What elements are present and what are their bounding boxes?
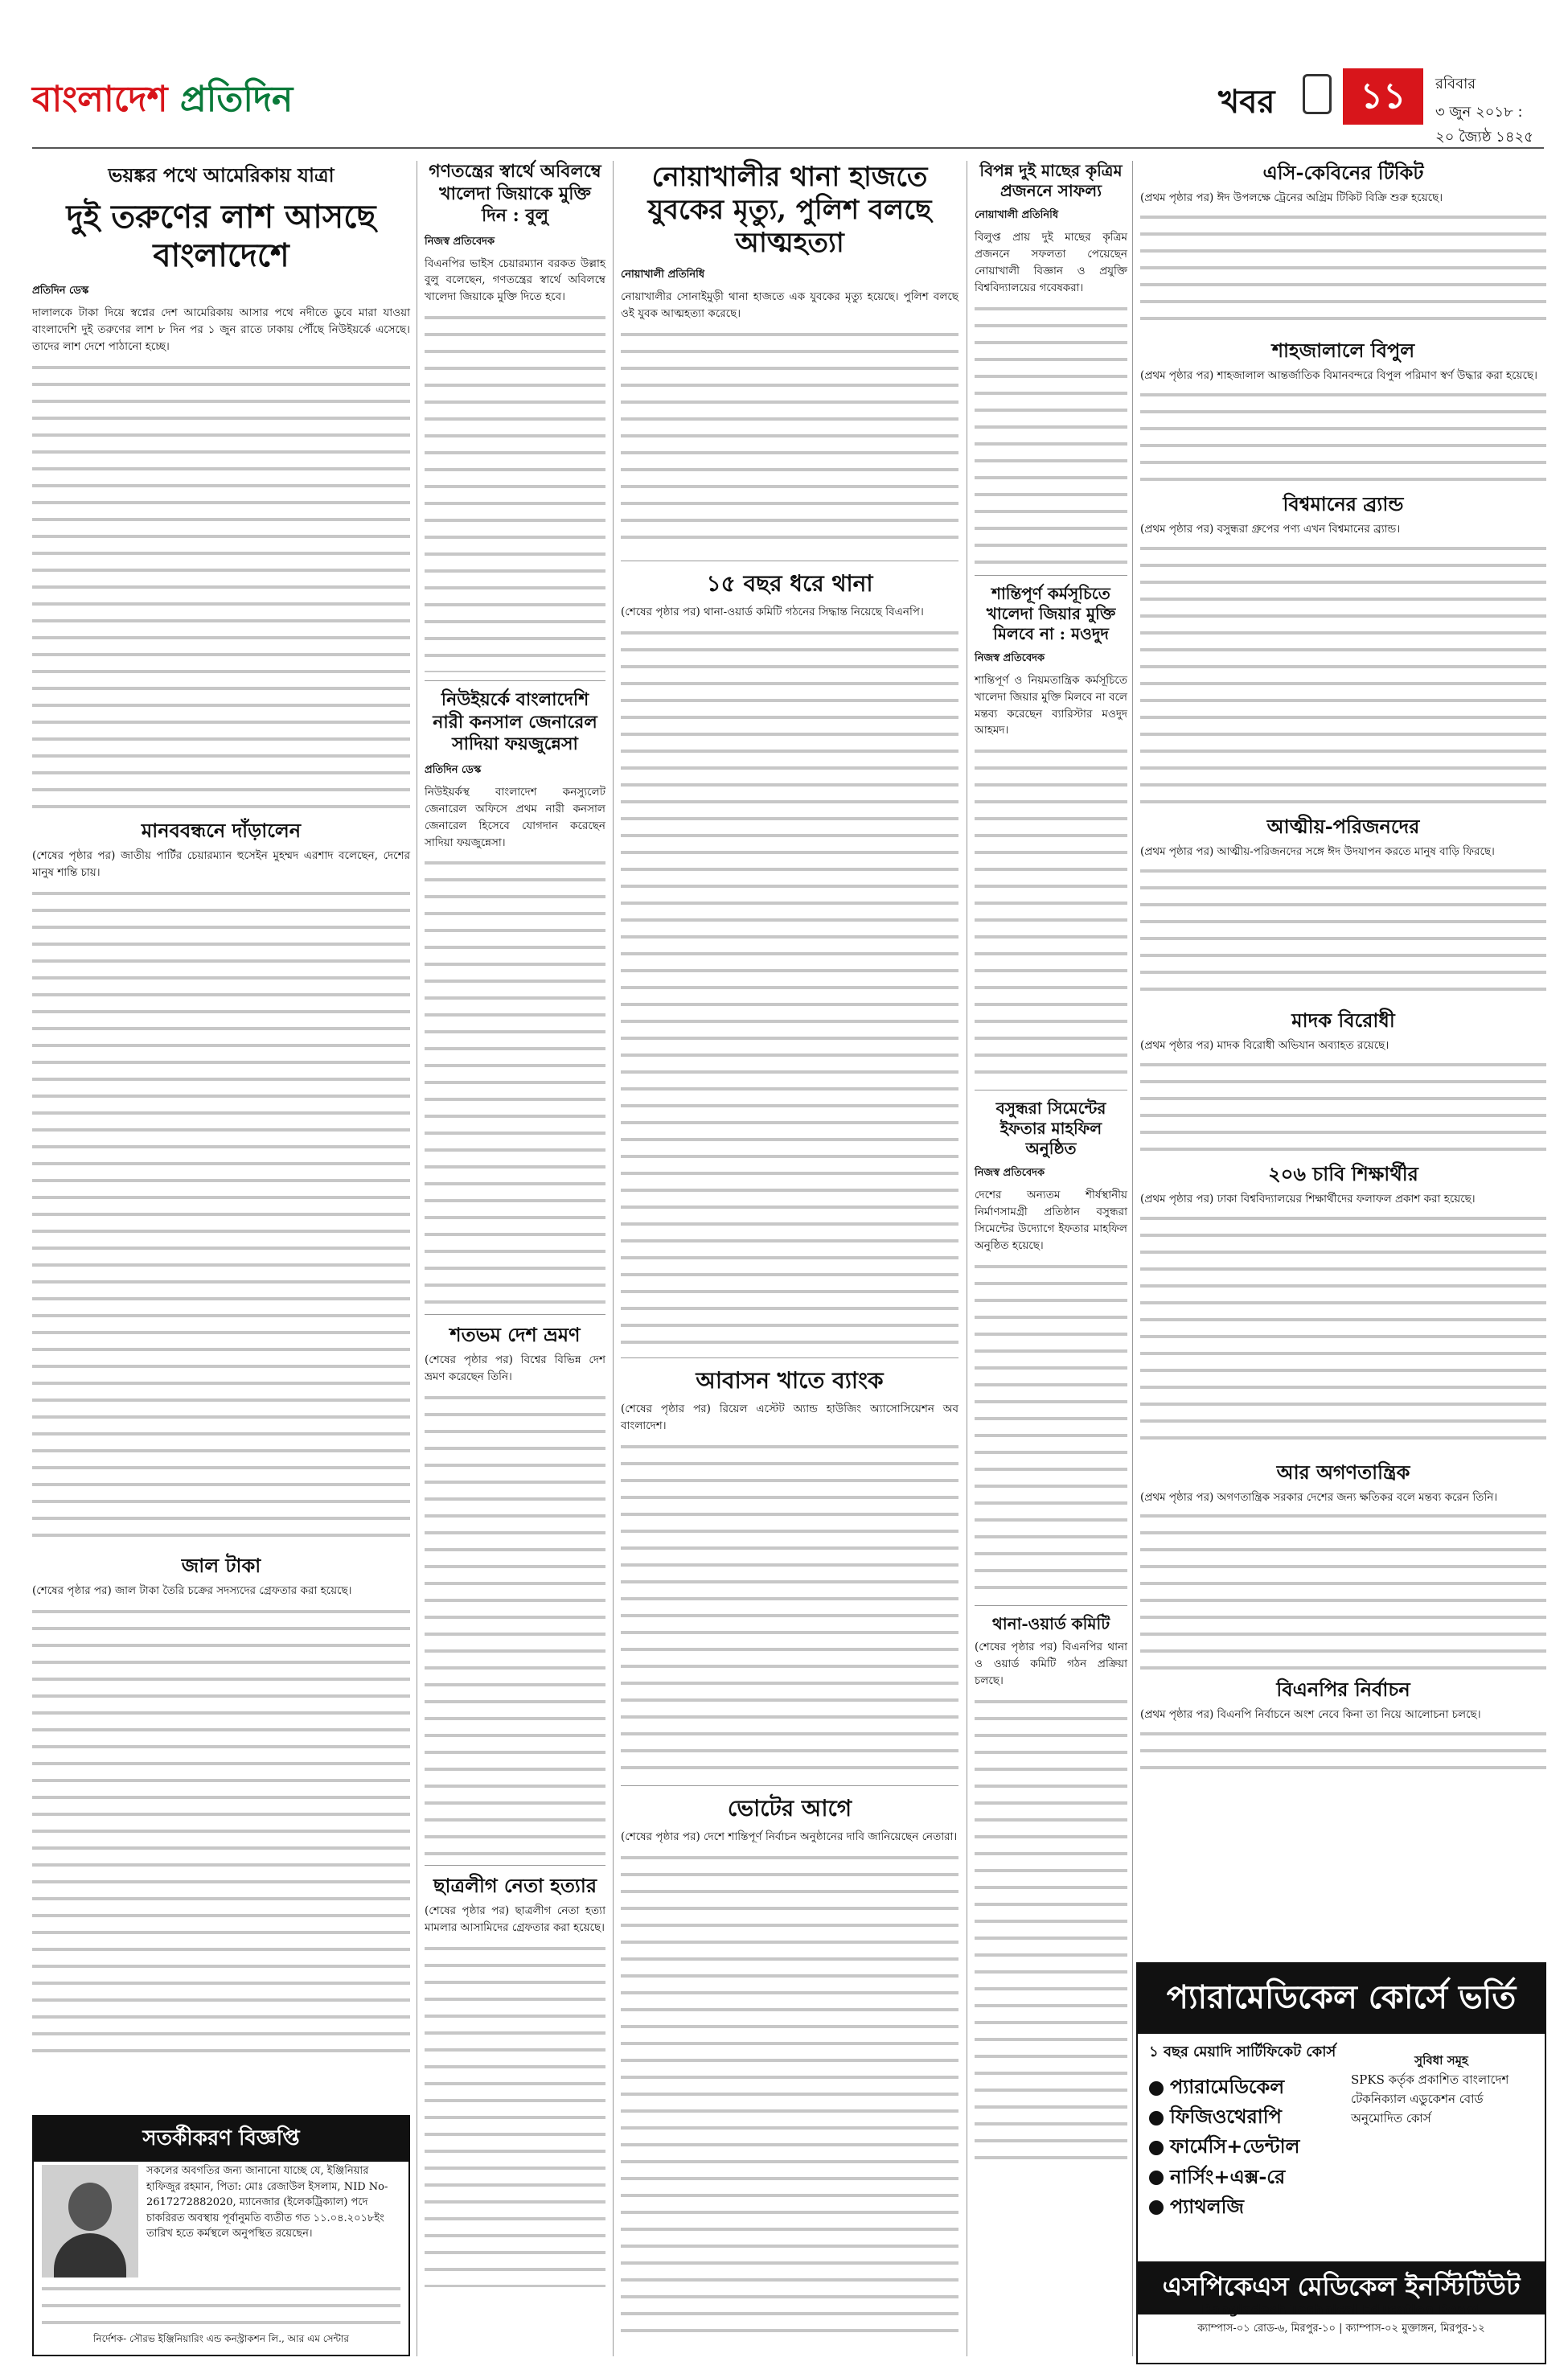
divider <box>425 680 605 681</box>
right-column <box>1140 161 1546 1775</box>
divider <box>621 1785 958 1786</box>
story15-body: (শেষের পৃষ্ঠার পর) বিএনপির থানা ও ওয়ার্ড কমিটি গঠন প্রক্রিয়া চলছে। <box>975 1641 1127 1687</box>
issue-day: রবিবার <box>1435 76 1476 92</box>
story2-headline[interactable]: মানববন্ধনে দাঁড়ালেন <box>141 818 302 842</box>
story20-text-block <box>1140 1058 1546 1154</box>
ad-institute: এসপিকেএস মেডিকেল ইনস্টিটিউট <box>1138 2261 1545 2314</box>
story17-headline[interactable]: শাহজালালে বিপুল <box>1271 338 1415 362</box>
story16-text-block <box>1140 210 1546 331</box>
ad-features-title: সুবিধা সমূহ <box>1414 2053 1468 2068</box>
story3-headline[interactable]: জাল টাকা <box>181 1553 261 1577</box>
story1-kicker: ভয়ঙ্কর পথে আমেরিকায় যাত্রা <box>108 163 335 187</box>
ad-course-item <box>1149 2162 1533 2191</box>
ad-course-label: ফিজিওথেরাপি <box>1170 2105 1282 2129</box>
story6-headline[interactable]: শতভম দেশ ভ্রমণ <box>449 1323 581 1347</box>
ad-course-label: নার্সিং+এক্স-রে <box>1170 2164 1286 2188</box>
story6-body: (শেষের পৃষ্ঠার পর) বিশ্বের বিভিন্ন দেশ ভ্রমণ করেছেন তিনি। <box>425 1353 605 1384</box>
story1-headline[interactable]: দুই তরুণের লাশ আসছে বাংলাদেশে <box>66 198 376 274</box>
story15-headline[interactable]: থানা-ওয়ার্ড কমিটি <box>991 1614 1110 1634</box>
page-number: ১১ <box>1343 68 1423 125</box>
story6-text-block <box>425 1390 605 1857</box>
section-name: খবর <box>1218 84 1275 121</box>
ad-course-item <box>1149 2191 1533 2221</box>
ad-address: ক্যাম্পাস-০১ রোড-৬, মিরপুর-১০ | ক্যাম্পাস-০২ মুক্তাঙ্গন, মিরপুর-১২ <box>1197 2323 1485 2335</box>
bullet-icon <box>1149 2200 1164 2215</box>
divider <box>975 1605 1127 1606</box>
column-four <box>975 161 1127 2161</box>
ad-course-label: ফার্মেসি+ডেন্টাল <box>1170 2134 1300 2158</box>
story11-text-block <box>621 1850 958 2341</box>
story15-text-block <box>975 1694 1127 2161</box>
section-icon <box>1303 74 1332 114</box>
column-two <box>425 161 605 2287</box>
story4-headline[interactable]: গণতন্ত্রের স্বার্থে অবিলম্বে খালেদা জিয়াকে মুক্তি দিন : বুলু <box>429 161 601 226</box>
story12-text-block <box>975 302 1127 567</box>
story12-byline: নোয়াখালী প্রতিনিধি <box>975 209 1059 221</box>
story21-headline[interactable]: ২০৬ চাবি শিক্ষার্থীর <box>1268 1161 1418 1185</box>
story12-body: বিলুপ্ত প্রায় দুই মাছের কৃত্রিম প্রজননে সফলতা পেয়েছেন নোয়াখালী বিজ্ঞান ও প্রযুক্তি বিশ্ববিদ্যালয়ের গবেষকরা। <box>975 231 1127 294</box>
story11-body: (শেষের পৃষ্ঠার পর) দেশে শান্তিপূর্ণ নির্বাচন অনুষ্ঠানের দাবি জানিয়েছেন নেতারা। <box>621 1830 958 1843</box>
story1-byline: প্রতিদিন ডেস্ক <box>32 285 89 297</box>
story20-body: (প্রথম পৃষ্ঠার পর) মাদক বিরোধী অভিযান অব্যাহত রয়েছে। <box>1140 1038 1389 1052</box>
story5-body: নিউইয়র্কস্থ বাংলাদেশ কনস্যুলেট জেনারেল অফিসে প্রথম নারী কনসাল জেনারেল হিসেবে যোগদান করেছেন সাদিয়া ফয়জুন্নেসা। <box>425 785 605 849</box>
story4-byline: নিজস্ব প্রতিবেদক <box>425 235 495 248</box>
ad-course-label: প্যাথলজি <box>1170 2194 1244 2218</box>
issue-date: ৩ জুন ২০১৮ : ২০ জ্যৈষ্ঠ ১৪২৫ <box>1435 104 1533 146</box>
story22-headline[interactable]: আর অগণতান্ত্রিক <box>1276 1460 1410 1484</box>
story3-text-block <box>32 1604 410 2055</box>
story7-text-block <box>425 1941 605 2287</box>
story20-headline[interactable]: মাদক বিরোধী <box>1291 1008 1395 1032</box>
story8-byline: নোয়াখালী প্রতিনিধি <box>621 269 705 281</box>
story22-body: (প্রথম পৃষ্ঠার পর) অগণতান্ত্রিক সরকার দেশের জন্য ক্ষতিকর বলে মন্তব্য করেন তিনি। <box>1140 1490 1498 1504</box>
story21-body: (প্রথম পৃষ্ঠার পর) ঢাকা বিশ্ববিদ্যালয়ের শিক্ষার্থীদের ফলাফল প্রকাশ করা হয়েছে। <box>1140 1192 1476 1205</box>
story13-text-block <box>975 744 1127 1082</box>
newspaper-logo[interactable] <box>32 72 293 131</box>
bullet-icon <box>1149 2141 1164 2155</box>
story18-headline[interactable]: বিশ্বমানের ব্র্যান্ড <box>1283 491 1404 515</box>
story13-byline: নিজস্ব প্রতিবেদক <box>975 651 1045 664</box>
story14-text-block <box>975 1259 1127 1597</box>
story13-headline[interactable]: শান্তিপূর্ণ কর্মসূচিতে খালেদা জিয়ার মুক্তি মিলবে না : মওদুদ <box>986 583 1116 643</box>
story5-headline[interactable]: নিউইয়র্কে বাংলাদেশি নারী কনসাল জেনারেল সাদিয়া ফয়জুন্নেসা <box>433 689 597 755</box>
divider <box>975 575 1127 576</box>
story8-text-block <box>621 327 958 552</box>
story14-body: দেশের অন্যতম শীর্ষস্থানীয় নির্মাণসামগ্রী প্রতিষ্ঠান বসুন্ধরা সিমেন্টের উদ্যোগে ইফতার মাহফিল অনুষ্ঠিত হয়েছে। <box>975 1189 1127 1253</box>
divider <box>425 1314 605 1315</box>
story10-text-block <box>621 1440 958 1777</box>
column-divider <box>613 161 614 2356</box>
story5-byline: প্রতিদিন ডেস্ক <box>425 763 482 776</box>
story17-text-block <box>1140 388 1546 484</box>
story23-headline[interactable]: বিএনপির নির্বাচন <box>1276 1678 1410 1702</box>
story18-text-block <box>1140 541 1546 807</box>
story11-headline[interactable]: ভোটের আগে <box>727 1795 852 1822</box>
story4-body: বিএনপির ভাইস চেয়ারম্যান বরকত উল্লাহ বুলু বলেছেন, গণতন্ত্রের স্বার্থে অবিলম্বে খালেদা জিয়াকে মুক্তি দিতে হবে। <box>425 257 605 304</box>
ad-course-label: প্যারামেডিকেল <box>1170 2075 1285 2098</box>
story2-body: (শেষের পৃষ্ঠার পর) জাতীয় পার্টির চেয়ারম্যান হুসেইন মুহম্মদ এরশাদ বলেছেন, দেশের মানুষ শান্তি চায়। <box>32 848 410 879</box>
story4-text-block <box>425 310 605 672</box>
story7-body: (শেষের পৃষ্ঠার পর) ছাত্রলীগ নেতা হত্যা মামলার আসামিদের গ্রেফতার করা হয়েছে। <box>425 1904 605 1935</box>
logo-part2: প্রতিদিন <box>179 79 293 120</box>
bullet-icon <box>1149 2171 1164 2185</box>
story13-body: শান্তিপূর্ণ ও নিয়মতান্ত্রিক কর্মসূচিতে খালেদা জিয়ার মুক্তি মিলবে না বলে মন্তব্য করেছেন ব্যারিস্টার মওদুদ আহমদ। <box>975 673 1127 737</box>
ad-title: প্যারামেডিকেল কোর্সে ভর্তি <box>1138 1964 1545 2034</box>
masthead <box>32 56 1544 149</box>
story19-headline[interactable]: আত্মীয়-পরিজনদের <box>1266 814 1420 838</box>
story9-text-block <box>621 626 958 1349</box>
story8-body: নোয়াখালীর সোনাইমুড়ী থানা হাজতে এক যুবকের মৃত্যু হয়েছে। পুলিশ বলছে ওই যুবক আত্মহত্যা করেছে। <box>621 290 958 321</box>
story9-headline[interactable]: ১৫ বছর ধরে থানা <box>706 570 873 598</box>
ad-features-text: SPKS কর্তৃক প্রকাশিত বাংলাদেশ টেকনিক্যাল এডুকেশন বোর্ড অনুমোদিত কোর্স <box>1351 2072 1509 2126</box>
story8-headline[interactable]: নোয়াখালীর থানা হাজতে যুবকের মৃত্যু, পুলিশ বলছে আত্মহত্যা <box>647 161 932 259</box>
story14-headline[interactable]: বসুন্ধরা সিমেন্টের ইফতার মাহফিল অনুষ্ঠিত <box>995 1099 1106 1159</box>
column-three <box>621 161 958 2341</box>
story19-text-block <box>1140 864 1546 1000</box>
story18-body: (প্রথম পৃষ্ঠার পর) বসুন্ধরা গ্রুপের পণ্য এখন বিশ্বমানের ব্র্যান্ড। <box>1140 522 1401 536</box>
story22-text-block <box>1140 1509 1546 1670</box>
divider <box>621 1357 958 1358</box>
story19-body: (প্রথম পৃষ্ঠার পর) আত্মীয়-পরিজনদের সঙ্গে ঈদ উদযাপন করতে মানুষ বাড়ি ফিরছে। <box>1140 844 1495 858</box>
story2-text-block <box>32 886 410 1546</box>
left-column <box>32 161 410 2055</box>
story23-text-block <box>1140 1727 1546 1775</box>
paramedical-ad[interactable] <box>1136 1962 1546 2364</box>
ad-course-item <box>1149 2131 1533 2161</box>
warning-notice <box>32 2115 410 2356</box>
ad-subtitle: ১ বছর মেয়াদি সার্টিফিকেট কোর্স <box>1149 2043 1336 2060</box>
story9-body: (শেষের পৃষ্ঠার পর) থানা-ওয়ার্ড কমিটি গঠনের সিদ্ধান্ত নিয়েছে বিএনপি। <box>621 606 924 619</box>
story5-text-block <box>425 856 605 1306</box>
story21-text-block <box>1140 1211 1546 1452</box>
bullet-icon <box>1149 2081 1164 2096</box>
person-photo <box>42 2165 138 2277</box>
notice-title: সতর্কীকরণ বিজ্ঞপ্তি <box>34 2117 408 2162</box>
divider <box>425 1865 605 1866</box>
story23-body: (প্রথম পৃষ্ঠার পর) বিএনপি নির্বাচনে অংশ নেবে কিনা তা নিয়ে আলোচনা চলছে। <box>1140 1708 1481 1722</box>
ad-features <box>1351 2051 1532 2128</box>
story1-body: দালালকে টাকা দিয়ে স্বপ্নের দেশ আমেরিকায় আসার পথে নদীতে ডুবে মারা যাওয়া বাংলাদেশি দুই তরুণের লাশ ৮ দিন পর ১ জুন রাতে ঢাকায় পৌঁছে নিউইয়র্কে এসেছে। তাদের লাশ দেশে পাঠানো হচ্ছে। <box>32 306 410 353</box>
bullet-icon <box>1149 2111 1164 2126</box>
story3-body: (শেষের পৃষ্ঠার পর) জাল টাকা তৈরি চক্রের সদস্যদের গ্রেফতার করা হয়েছে। <box>32 1583 352 1597</box>
notice-text: সকলের অবগতির জন্য জানানো যাচ্ছে যে, ইঞ্জিনিয়ার হাফিজুর রহমান, পিতা: মোঃ রেজাউল ইসলাম, NID No- 2617272882020, ম্যানেজার (ইলেকট্রিক্যাল) পদে চাকরিরত অবস্থায় পূর্বানুমতি ব্যতীত গত ১১.০৪.২০১৮ইং তারিখ হতে কর্মস্থলে অনুপস্থিত রয়েছেন। <box>146 2165 388 2240</box>
story16-headline[interactable]: এসি-কেবিনের টিকিট <box>1262 161 1424 184</box>
notice-text-block <box>42 2282 400 2330</box>
notice-footer: নির্দেশক- সৌরভ ইঞ্জিনিয়ারিং এন্ড কনস্ট্রাকশন লি., আর এম সেন্টার <box>92 2333 350 2344</box>
column-divider <box>1132 161 1133 2356</box>
story10-body: (শেষের পৃষ্ঠার পর) রিয়েল এস্টেট অ্যান্ড হাউজিং অ্যাসোসিয়েশন অব বাংলাদেশ। <box>621 1403 958 1433</box>
story14-byline: নিজস্ব প্রতিবেদক <box>975 1167 1045 1180</box>
story10-headline[interactable]: আবাসন খাতে ব্যাংক <box>696 1367 884 1394</box>
ad-board: Bangladesh Technical Education Board <box>1201 2302 1482 2317</box>
story1-text-block <box>32 360 410 811</box>
story16-body: (প্রথম পৃষ্ঠার পর) ঈদ উপলক্ষে ট্রেনের অগ্রিম টিকিট বিক্রি শুরু হয়েছে। <box>1140 191 1443 204</box>
story12-headline[interactable]: বিপন্ন দুই মাছের কৃত্রিম প্রজননে সাফল্য <box>979 161 1123 200</box>
story7-headline[interactable]: ছাত্রলীগ নেতা হত্যার <box>433 1874 597 1898</box>
story17-body: (প্রথম পৃষ্ঠার পর) শাহজালাল আন্তর্জাতিক বিমানবন্দরে বিপুল পরিমাণ স্বর্ণ উদ্ধার করা হয়েছে। <box>1140 368 1537 382</box>
logo-part1: বাংলাদেশ <box>32 79 168 120</box>
